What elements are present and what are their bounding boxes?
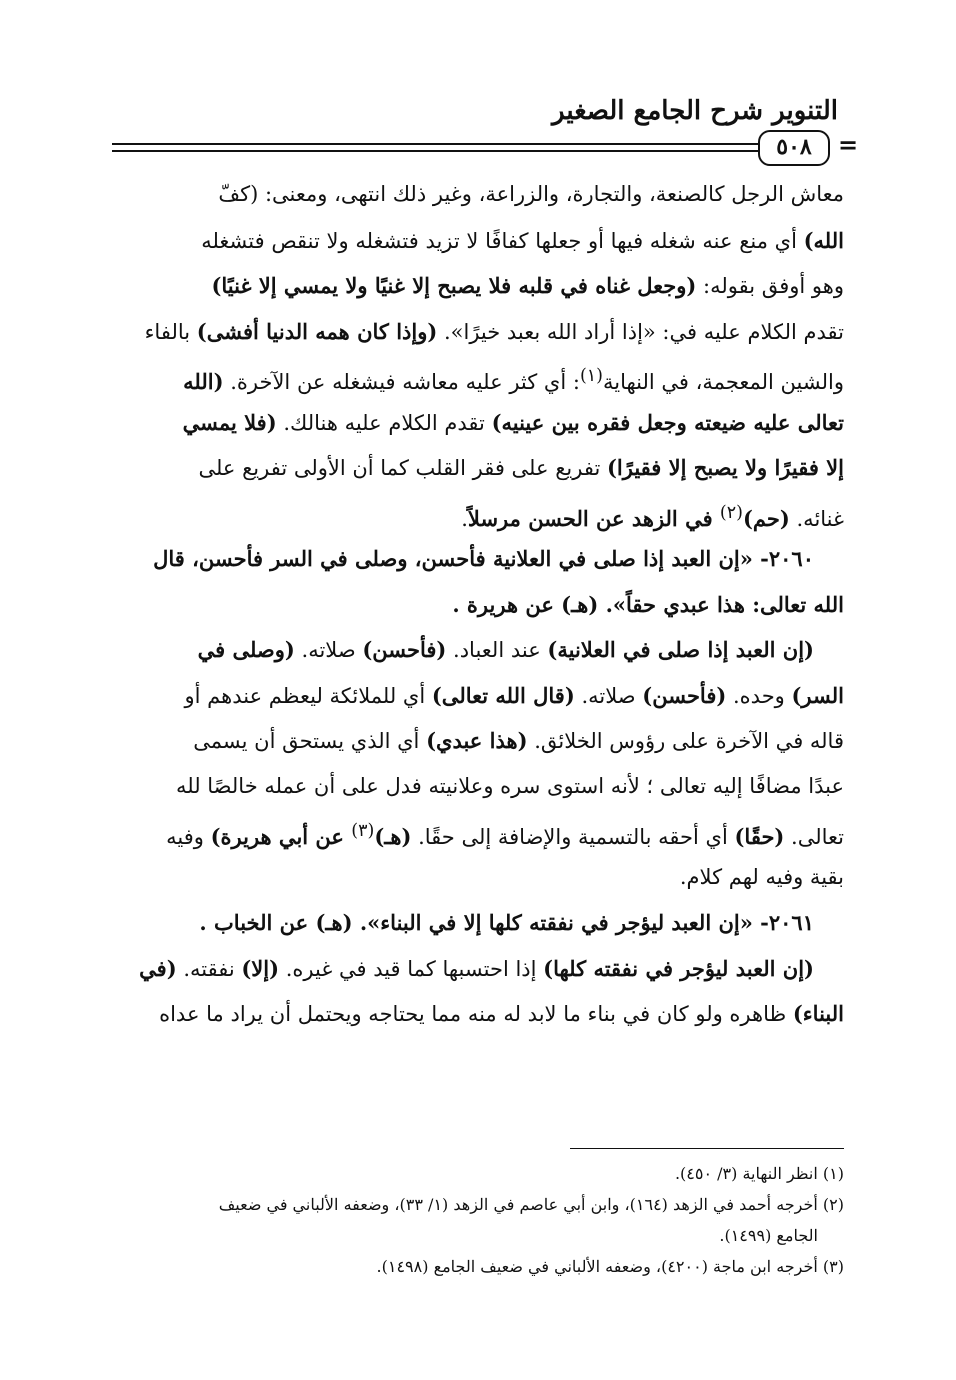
book-title: التنوير شرح الجامع الصغير (552, 96, 838, 126)
text-line: عبدًا مضافًا إليه تعالى ؛ لأنه استوى سره وعلانيته فدل على أن عمله خالصًا لله (176, 773, 844, 798)
header-mark: = (838, 130, 859, 159)
text-line: إلا فقيرًا ولا يصبح إلا فقيرًا) تفريع على فقر القلب كما أن الأولى تفريع على (198, 455, 844, 480)
footnote-ref: (٣) (351, 821, 375, 841)
text-line: بقية وفيه لهم كلام. (679, 864, 844, 889)
hadith-heading: ٢٠٦١- «إن العبد ليؤجر في نفقته كلها إلا في البناء». (هـ) عن الخباب . (199, 910, 814, 935)
text-line: معاش الرجل كالصنعة، والتجارة، والزراعة، وغير ذلك انتهى، ومعنى: (كفّ (218, 182, 844, 206)
text-line: الله) أي منع عنه شغله فيها أو جعلها كفافًا لا تزيد فتشغله ولا تنقص فتشغله (201, 227, 844, 253)
footnote-ref: (١) (579, 366, 603, 386)
footnote-cont: الجامع (١٤٩٩). (719, 1226, 818, 1245)
header-rule-bottom (112, 150, 758, 152)
text-line: قاله في الآخرة على رؤوس الخلائق. (هذا عبدي) أي الذي يستحق أن يسمى (193, 728, 844, 753)
page-number-badge: ٥٠٨ (758, 130, 830, 166)
footnote: (٣) أخرجه ابن ماجة (٤٢٠٠)، وضعفه الألباني في ضعيف الجامع (١٤٩٨). (376, 1257, 844, 1276)
footnote-rule (570, 1148, 844, 1149)
footnotes (112, 1158, 844, 1282)
text-line: (إن العبد ليؤجر في نفقته كلها) إذا احتسبها كما قيد في غيره. (إلا) نفقته. (في (139, 955, 814, 981)
text-line: (إن العبد إذا صلى في العلانية) عند العباد. (فأحسن) صلاته. (وصلى في (197, 637, 814, 662)
text-line: غنائه. (حم)$^{(٢)}$ في الزهد عن الحسن مرسلاً. (461, 502, 844, 531)
text-line: تعالى. (حقًا) أي أحقه بالتسمية والإضافة إلى حقًا. (هـ)$^{(٣)}$ عن أبي هريرة) وفيه (166, 821, 844, 849)
hadith-heading-cont: الله تعالى: هذا عبدي حقاً». (هـ) عن هريرة . (452, 591, 844, 617)
header-rule-top (112, 143, 758, 145)
text-line: والشين المعجمة، في النهاية$^{(١)}$: أي كثر عليه معاشه فيشغله عن الآخرة. (الله (183, 366, 844, 394)
text-line: البناء) ظاهره ولو كان في بناء ما لابد له منه مما يحتاجه ويحتمل أن يراد ما عداه (159, 1001, 844, 1026)
main-text (112, 172, 844, 1037)
footnote: (٢) أخرجه أحمد في الزهد (١٦٤)، وابن أبي عاصم في الزهد (١/ ٣٣)، وضعفه الألباني في ضعيف (218, 1195, 844, 1214)
footnote-ref: (٢) (719, 502, 743, 523)
text-line: تعالى عليه ضيعته وجعل فقره بين عينيه) تقدم الكلام عليه هنالك. (فلا يمسي (182, 409, 844, 435)
hadith-heading: ٢٠٦٠- «إن العبد إذا صلى في العلانية فأحسن، وصلى في السر فأحسن، قال (153, 546, 814, 571)
text-line: وهو أوفق بقوله: (وجعل غناه في قلبه فلا يصبح إلا غنيًا ولا يمسي إلا غنيًا) (211, 273, 844, 298)
footnote: (١) انظر النهاية (٣/ ٤٥٠). (674, 1164, 844, 1183)
text-line: السر) وحده. (فأحسن) صلاته. (قال الله تعالى) أي للملائكة ليعظم عندهم أو (184, 682, 844, 708)
text-line: تقدم الكلام عليه في: «إذا أراد الله بعبد خيرًا». (وإذا كان همه الدنيا أفشى) بالفاء (144, 318, 844, 344)
